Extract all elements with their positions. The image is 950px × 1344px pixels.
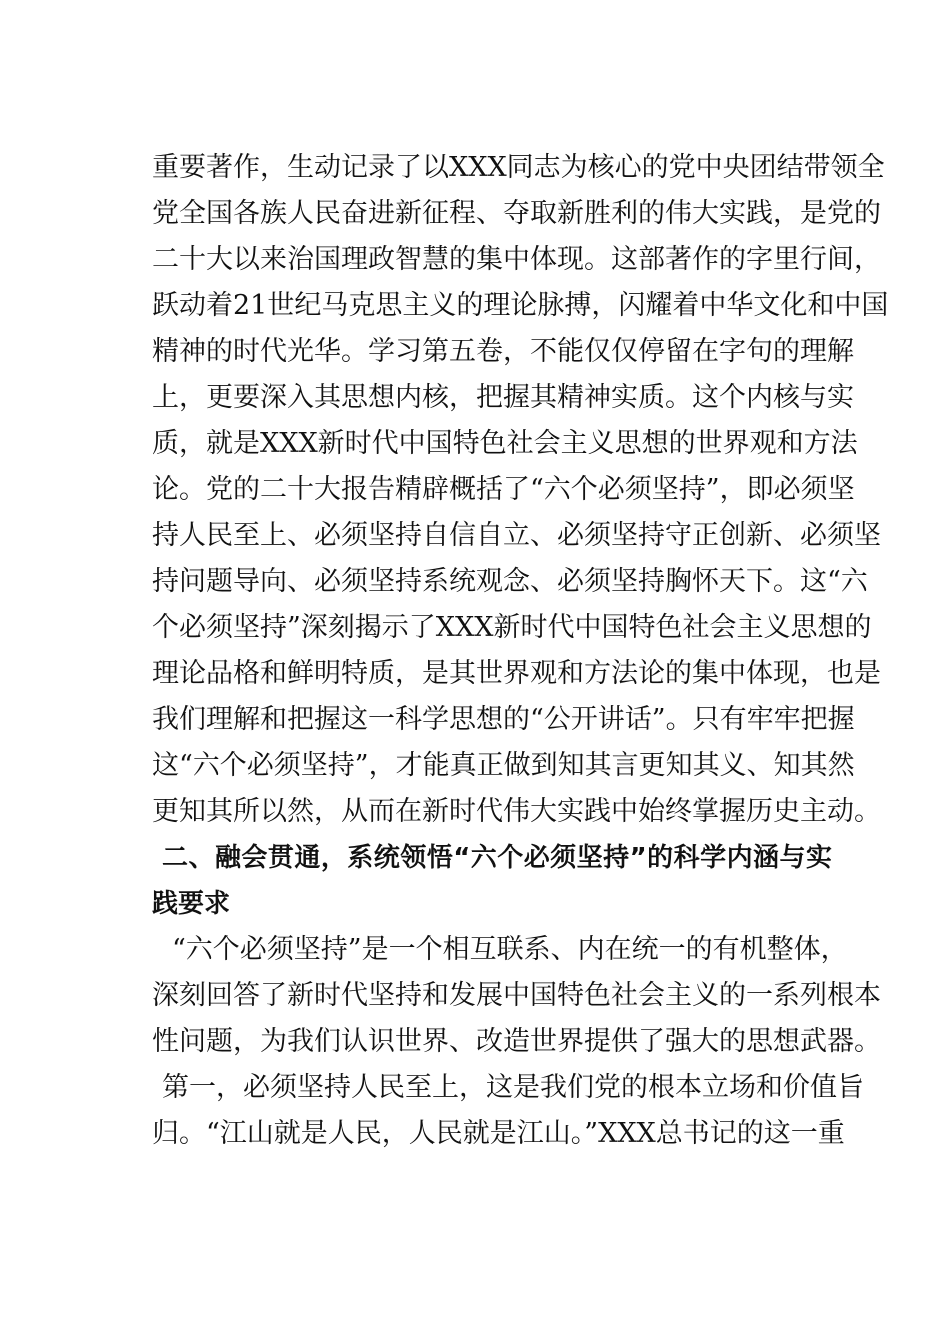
section-heading xyxy=(152,835,832,927)
text-line: 更知其所以然，从而在新时代伟大实践中始终掌握历史主动。 xyxy=(152,796,881,827)
text-line: 归。“江山就是人民，人民就是江山。”XXX总书记的这一重 xyxy=(152,1118,845,1149)
text-line: 精神的时代光华。学习第五卷，不能仅仅停留在字句的理解 xyxy=(152,336,854,367)
heading-line: 二、融会贯通，系统领悟“六个必须坚持”的科学内涵与实 xyxy=(162,843,832,873)
text-line: 重要著作，生动记录了以XXX同志为核心的党中央团结带领全 xyxy=(152,152,885,183)
text-line: 性问题，为我们认识世界、改造世界提供了强大的思想武器。 xyxy=(152,1026,881,1057)
paragraph xyxy=(152,1065,864,1157)
text-line: 个必须坚持”深刻揭示了XXX新时代中国特色社会主义思想的 xyxy=(152,612,872,643)
text-line: 持问题导向、必须坚持系统观念、必须坚持胸怀天下。这“六 xyxy=(152,566,868,597)
text-line: 论。党的二十大报告精辟概括了“六个必须坚持”，即必须坚 xyxy=(152,474,855,505)
text-line: 二十大以来治国理政智慧的集中体现。这部著作的字里行间， xyxy=(152,244,881,275)
text-line: 党全国各族人民奋进新征程、夺取新胜利的伟大实践，是党的 xyxy=(152,198,881,229)
text-line: 持人民至上、必须坚持自信自立、必须坚持守正创新、必须坚 xyxy=(152,520,881,551)
document-page xyxy=(152,145,889,1157)
text-line: 上，更要深入其思想内核，把握其精神实质。这个内核与实 xyxy=(152,382,854,413)
text-line: 跃动着21世纪马克思主义的理论脉搏，闪耀着中华文化和中国 xyxy=(152,290,889,321)
text-line: 理论品格和鲜明特质，是其世界观和方法论的集中体现，也是 xyxy=(152,658,881,689)
text-line: 深刻回答了新时代坚持和发展中国特色社会主义的一系列根本 xyxy=(152,980,881,1011)
paragraph xyxy=(152,927,881,1065)
paragraph xyxy=(152,145,889,835)
text-line: 我们理解和把握这一科学思想的“公开讲话”。只有牢牢把握 xyxy=(152,704,855,735)
text-line: 这“六个必须坚持”，才能真正做到知其言更知其义、知其然 xyxy=(152,750,855,781)
heading-line: 践要求 xyxy=(152,889,231,919)
text-line: “六个必须坚持”是一个相互联系、内在统一的有机整体， xyxy=(172,934,848,965)
text-line: 第一，必须坚持人民至上，这是我们党的根本立场和价值旨 xyxy=(162,1072,864,1103)
text-line: 质，就是XXX新时代中国特色社会主义思想的世界观和方法 xyxy=(152,428,858,459)
